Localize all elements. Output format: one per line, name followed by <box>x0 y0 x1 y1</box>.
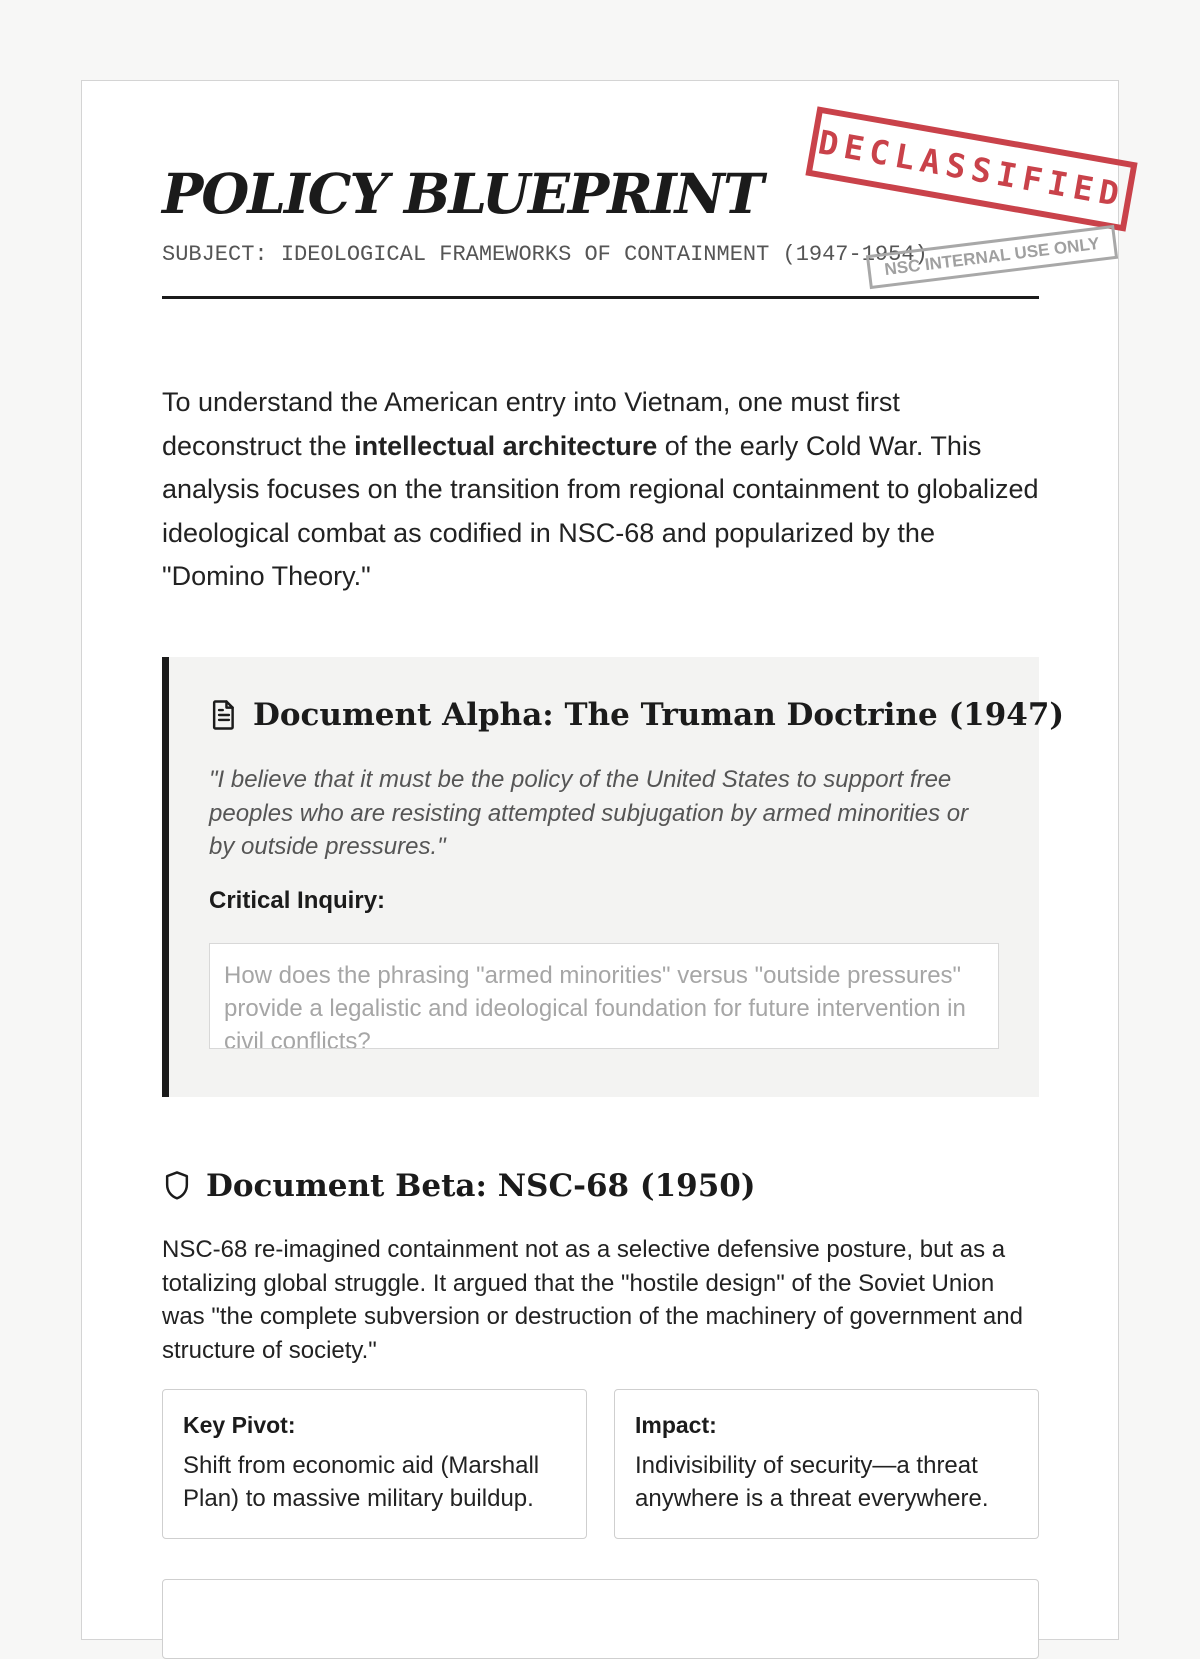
intro-text-before: To understand the American entry into Vietnam, one must first deconstruct the <box>162 387 900 461</box>
document-alpha-panel <box>162 657 1065 1097</box>
intro-paragraph <box>162 381 1039 599</box>
declassified-stamp: DECLASSIFIED <box>805 106 1137 231</box>
document-beta-title: Document Beta: NSC-68 (1950) <box>206 1168 756 1204</box>
document-beta-header <box>162 1168 756 1204</box>
page-title: POLICY BLUEPRINT <box>162 161 762 226</box>
impact-label: Impact: <box>635 1412 717 1438</box>
header-divider <box>162 296 1039 299</box>
truman-quote: "I believe that it must be the policy of the United States to support free peoples who are resisting attempted subjugation by armed minorities or by outside pressures." <box>209 766 969 860</box>
shield-icon <box>162 1170 192 1202</box>
subject-line: SUBJECT: IDEOLOGICAL FRAMEWORKS OF CONTAINMENT (1947-1954) <box>162 242 928 267</box>
intro-text-after: of the early Cold War. This analysis focuses on the transition from regional containment to globalized ideological combat as codified in NSC-68 and popularized by the "Domino Theory." <box>162 430 1039 591</box>
next-section-card <box>162 1579 1039 1659</box>
critical-inquiry-label: Critical Inquiry: <box>209 887 386 914</box>
internal-use-stamp: NSC INTERNAL USE ONLY <box>866 225 1118 289</box>
key-pivot-card <box>162 1389 587 1539</box>
key-pivot-label: Key Pivot: <box>183 1412 296 1438</box>
impact-card <box>614 1389 1039 1539</box>
intro-emphasis: intellectual architecture <box>354 430 658 461</box>
critical-inquiry-input[interactable] <box>209 943 999 1049</box>
document-alpha-header <box>209 697 1064 733</box>
nsc68-description: NSC-68 re-imagined containment not as a selective defensive posture, but as a totalizing global struggle. It argued that the "hostile design" of the Soviet Union was "the complete subversion or destruction of the machinery of government and structure of society." <box>162 1236 1023 1364</box>
impact-value: Indivisibility of security—a threat anywhere is a threat everywhere. <box>635 1452 989 1512</box>
document-alpha-title: Document Alpha: The Truman Doctrine (1947) <box>253 697 1065 733</box>
document-page <box>81 80 1128 1640</box>
document-icon <box>209 699 239 731</box>
key-pivot-value: Shift from economic aid (Marshall Plan) to massive military buildup. <box>183 1452 540 1512</box>
